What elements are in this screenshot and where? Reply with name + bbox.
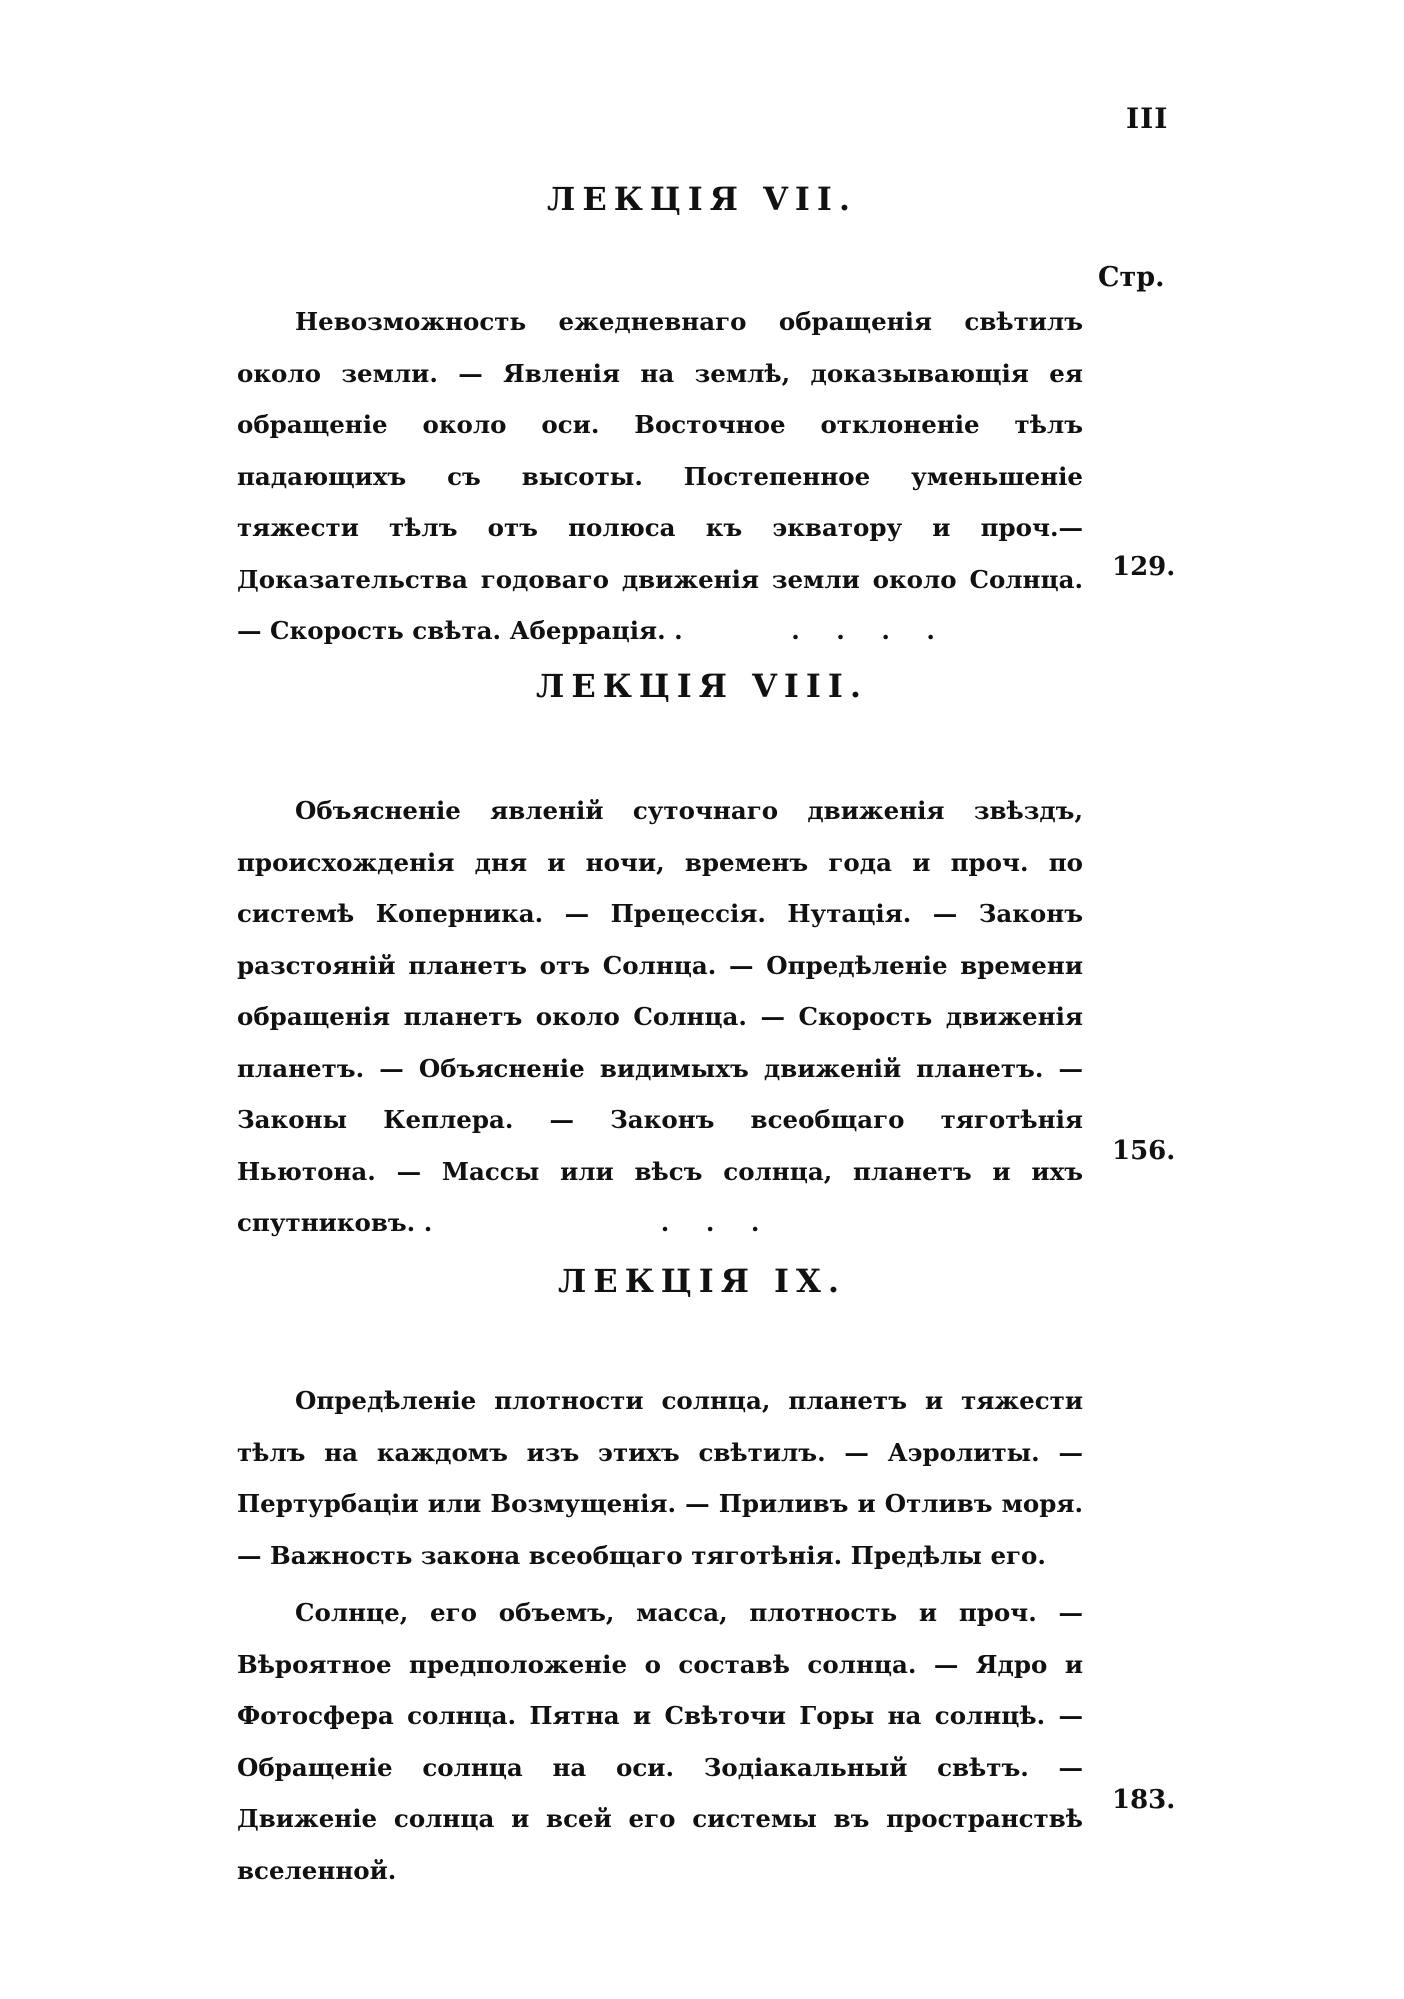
leader-dots: . . . . [791,616,949,645]
lecture-7-summary [237,296,1083,657]
lecture-9-heading: ЛЕКЦІЯ IX. [558,1262,846,1300]
lecture-9-paragraph-2: Солнце, его объемъ, масса, плотность и проч. — Вѣроятное предположеніе о составѣ солнца. — Ядро и Фотосфера солнца. Пятна и Свѣточи Горы на солнцѣ. — Обращеніе солнца на оси. Зодіакальный свѣтъ. — Движеніе солнца и всей его системы въ пространствѣ вселенной. [237,1598,1083,1885]
lecture-8-paragraph [237,785,1083,1249]
leader-dots: . . . [660,1208,774,1237]
page-column-label: Стр. [1098,262,1165,293]
lecture-8-summary [237,785,1083,1249]
lecture-9-page: 183. [1112,1785,1176,1815]
lecture-7-heading: ЛЕКЦІЯ VII. [547,180,857,218]
lecture-7-text: Невозможность ежедневнаго обращенія свѣтилъ около земли. — Явленія на землѣ, доказывающія ея обращеніе около оси. Восточное отклоненіе тѣлъ падающихъ съ высоты. Постепенное уменьшеніе тяжести тѣлъ отъ полюса къ экватору и проч.— Доказательства годоваго движенія земли около Солнца. — Скорость свѣта. Аберрація. . [237,307,1083,645]
lecture-8-heading: ЛЕКЦІЯ VIII. [536,667,868,705]
lecture-7-page: 129. [1112,552,1176,582]
lecture-8-page: 156. [1112,1136,1176,1166]
lecture-9-summary [237,1375,1083,1896]
page-number: III [1126,102,1169,135]
lecture-7-paragraph [237,296,1083,657]
lecture-8-text: Объясненіе явленій суточнаго движенія звѣздъ, происхожденія дня и ночи, временъ года и проч. по системѣ Коперника. — Прецессія. Нутація. — Законъ разстояній планетъ отъ Солнца. — Опредѣленіе времени обращенія планетъ около Солнца. — Скорость движенія планетъ. — Объясненіе видимыхъ движеній планетъ. — Законы Кеплера. — Законъ всеобщаго тяготѣнія Ньютона. — Массы или вѣсъ солнца, планетъ и ихъ спутниковъ. . [237,796,1083,1237]
lecture-9-paragraph-1: Опредѣленіе плотности солнца, планетъ и тяжести тѣлъ на каждомъ изъ этихъ свѣтилъ. — Аэролиты. — Пертурбаціи или Возмущенія. — Приливъ и Отливъ моря. — Важность закона всеобщаго тяготѣнія. Предѣлы его. [237,1386,1083,1570]
